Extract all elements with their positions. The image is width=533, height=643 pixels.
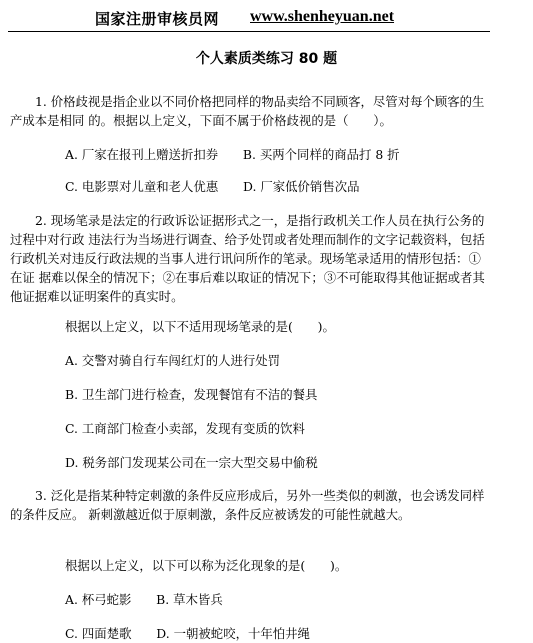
header-divider: [8, 31, 490, 32]
question-3-prompt: 根据以上定义，以下可以称为泛化现象的是( )。: [65, 558, 348, 573]
question-3-text: 3. 泛化是指某种特定刺激的条件反应形成后，另外一些类似的刺激，也会诱发同样的条件反应。 新刺激越近似于原刺激，条件反应被诱发的可能性就越大。: [10, 488, 485, 522]
question-3-options-cd: C. 四面楚歌 D. 一朝被蛇咬，十年怕井绳: [65, 626, 310, 641]
question-2-option-a: A. 交警对骑自行车闯红灯的人进行处罚: [65, 353, 281, 368]
document-title: 个人素质类练习 80 题: [195, 51, 338, 67]
question-2-option-d: D. 税务部门发现某公司在一宗大型交易中偷税: [65, 455, 318, 470]
site-url-link[interactable]: www.shenheyuan.net: [250, 8, 395, 25]
site-name: 国家注册审核员网: [95, 10, 220, 28]
page-header: [0, 6, 533, 30]
question-2-prompt: 根据以上定义，以下不适用现场笔录的是( )。: [65, 319, 335, 334]
question-2-option-c: C. 工商部门检查小卖部，发现有变质的饮料: [65, 421, 305, 436]
question-3-options-ab: A. 杯弓蛇影 B. 草木皆兵: [65, 592, 223, 607]
question-2-text: 2. 现场笔录是法定的行政诉讼证据形式之一，是指行政机关工作人员在执行公务的过程中对行政 违法行为当场进行调查、给予处罚或者处理而制作的文字记载资料，包括行政机关对违反行政法规的当事人进行讯问所作的笔录。现场笔录适用的情形包括：①在证 据难以保全的情况下；②在事后难以取证的情况下；③不可能取得其他证据或者其他证据难以证明案件的真实时。: [10, 213, 485, 304]
question-2-option-b: B. 卫生部门进行检查，发现餐馆有不洁的餐具: [65, 387, 318, 402]
question-1-text: 1. 价格歧视是指企业以不同价格把同样的物品卖给不同顾客，尽管对每个顾客的生产成本是相同 的。根据以上定义，下面不属于价格歧视的是（ ）。: [10, 94, 485, 128]
question-1-options-cd: C. 电影票对儿童和老人优惠 D. 厂家低价销售次品: [65, 179, 360, 194]
question-1-options-ab: A. 厂家在报刊上赠送折扣券 B. 买两个同样的商品打 8 折: [65, 147, 400, 162]
